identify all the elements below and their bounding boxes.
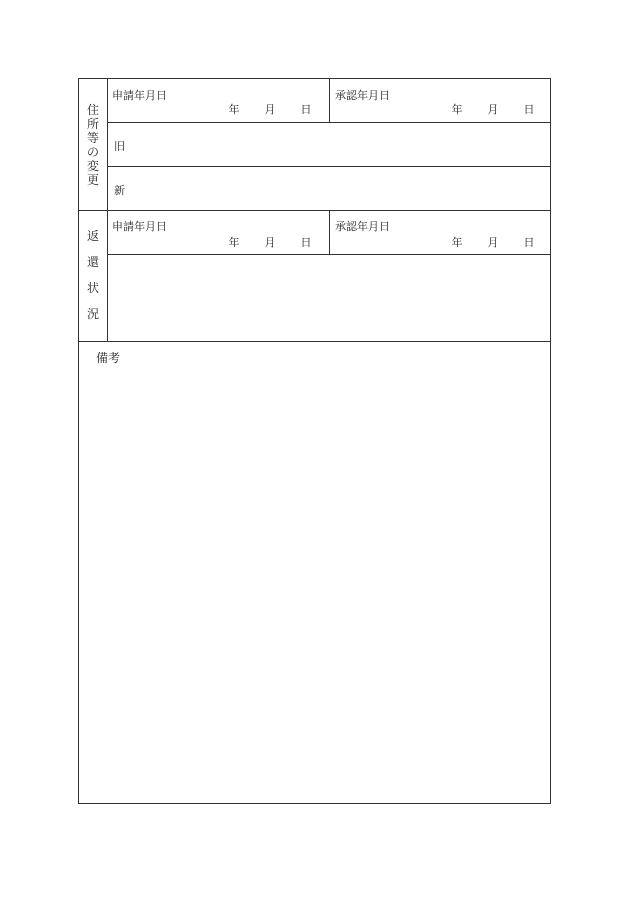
year-unit: 年 bbox=[228, 103, 240, 116]
section-label-char: 等 bbox=[86, 130, 99, 145]
application-date-field[interactable] bbox=[216, 101, 324, 117]
divider-line bbox=[107, 166, 550, 167]
return-status-section-label bbox=[79, 217, 107, 333]
year-unit: 年 bbox=[451, 236, 463, 249]
section-label-char: の bbox=[86, 144, 99, 159]
day-unit: 日 bbox=[523, 236, 535, 249]
month-unit: 月 bbox=[264, 103, 276, 116]
return-approval-date-label: 承認年月日 bbox=[335, 220, 390, 233]
approval-date-label: 承認年月日 bbox=[335, 89, 390, 102]
section-label-char: 住 bbox=[86, 102, 99, 117]
day-unit: 日 bbox=[300, 236, 312, 249]
return-status-field[interactable] bbox=[108, 255, 550, 341]
section-label-char: 変 bbox=[86, 158, 99, 173]
address-change-section-label bbox=[79, 79, 107, 210]
return-application-date-label: 申請年月日 bbox=[112, 220, 167, 233]
application-date-label: 申請年月日 bbox=[112, 89, 167, 102]
month-unit: 月 bbox=[487, 103, 499, 116]
divider-line bbox=[329, 79, 330, 122]
divider-line bbox=[107, 122, 550, 123]
approval-date-field[interactable] bbox=[439, 101, 547, 117]
day-unit: 日 bbox=[300, 103, 312, 116]
divider-line bbox=[79, 210, 550, 211]
section-label-char: 更 bbox=[86, 172, 99, 187]
month-unit: 月 bbox=[487, 236, 499, 249]
remarks-field[interactable] bbox=[80, 342, 550, 803]
divider-line bbox=[329, 210, 330, 254]
day-unit: 日 bbox=[523, 103, 535, 116]
year-unit: 年 bbox=[451, 103, 463, 116]
old-address-label: 旧 bbox=[114, 140, 125, 153]
return-application-date-field[interactable] bbox=[216, 234, 324, 250]
month-unit: 月 bbox=[264, 236, 276, 249]
application-form bbox=[78, 78, 551, 804]
section-label-char: 還 bbox=[86, 255, 99, 269]
section-label-char: 状 bbox=[86, 281, 99, 295]
new-address-label: 新 bbox=[114, 184, 125, 197]
section-label-char: 返 bbox=[86, 229, 99, 243]
return-approval-date-field[interactable] bbox=[439, 234, 547, 250]
section-label-char: 所 bbox=[86, 116, 99, 131]
remarks-label: 備考 bbox=[96, 351, 121, 365]
year-unit: 年 bbox=[228, 236, 240, 249]
section-label-char: 況 bbox=[86, 307, 99, 321]
